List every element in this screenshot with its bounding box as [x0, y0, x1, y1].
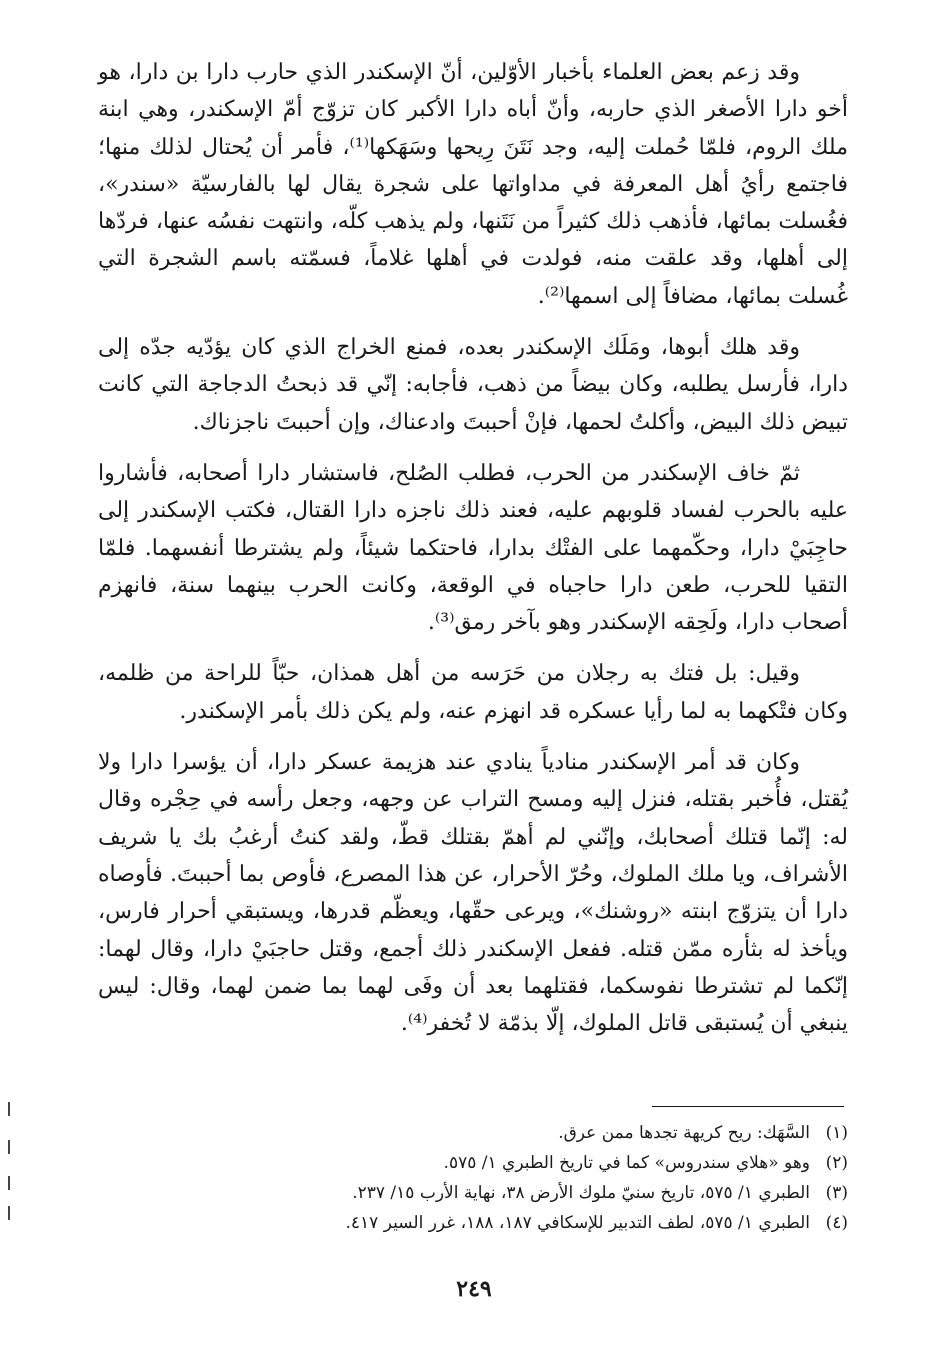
paragraph-3: ثمّ خاف الإسكندر من الحرب، فطلب الصُلح، فاستشار دارا أصحابه، فأشاروا عليه بالحرب لفساد قلوبهم عليه، فعند ذلك ناجزه دارا القتال، فكتب الإسكندر إلى حاجِبَيْ دارا، وحكّمهما على الفتْك بدارا، فاحتكما شيئاً، ولم يشترطا أنفسهما. فلمّا التقيا للحرب، طعن دارا حاجباه في الوقعة، وكانت الحرب بينهما سنة، فانهزم أصحاب دارا، ولَحِقه الإسكندر وهو بآخر رمق⁽³⁾. — [98, 460, 848, 636]
footnote-text: السَّهَك: ريح كريهة تجدها ممن عرق. — [558, 1123, 810, 1143]
page-number: ٢٤٩ — [456, 1276, 492, 1302]
main-text-block — [98, 54, 848, 1042]
margin-mark — [8, 1140, 10, 1154]
margin-mark — [8, 1206, 10, 1220]
margin-mark — [8, 1176, 10, 1190]
footnote-number: (٤) — [825, 1213, 848, 1233]
footnote-text: الطبري ١/ ٥٧٥، تاريخ سنيّ ملوك الأرض ٣٨، نهاية الأرب ١٥/ ٢٣٧. — [352, 1183, 810, 1203]
scan-margin-marks — [8, 1102, 11, 1222]
footnotes-block — [200, 1118, 848, 1238]
paragraph-5: وكان قد أمر الإسكندر منادياً ينادي عند هزيمة عسكر دارا، أن يؤسرا دارا ولا يُقتل، فأُخبر بقتله، فنزل إليه ومسح التراب عن وجهه، وجعل رأسه في حِجْره وقال له: إنّما قتلك أصحابك، وإنّني لم أهمّ بقتلك قطّ، ولقد كنتُ أرغبُ بك يا شريف الأشراف، ويا ملك الملوك، وحُرّ الأحرار، عن هذا المصرع، فأوص بما أحببتَ. فأوصاه دارا أن يتزوّج ابنته «روشنك»، ويرعى حقّها، ويعظّم قدرها، ويستبقي أحرار فارس، ويأخذ له بثأره ممّن قتله. ففعل الإسكندر ذلك أجمع، وقتل حاجبَيْ دارا، وقال لهما: إنّكما لم تشترطا نفوسكما، فقتلهما بعد أن وفَى لهما بما ضمن لهما، وقال: ليس ينبغي أن يُستبقى قاتل الملوك، إلّا بذمّة لا تُخفر⁽⁴⁾. — [98, 750, 849, 1037]
footnote-number: (٢) — [825, 1153, 848, 1173]
footnote-number: (٣) — [825, 1183, 848, 1203]
footnote-4 — [200, 1208, 848, 1238]
paragraph-2: وقد هلك أبوها، ومَلَك الإسكندر بعده، فمنع الخراج الذي كان يؤدّيه جدّه إلى دارا، فأرسل يطلبه، وكان بيضاً من ذهب، فأجابه: إنّي قد ذبحتُ الدجاجة التي كانت تبيض ذلك البيض، وأكلتُ لحمها، فإنْ أحببتَ وادعناك، وإن أحببتَ ناجزناك. — [98, 335, 848, 435]
footnote-2 — [200, 1148, 848, 1178]
footnote-text: الطبري ١/ ٥٧٥، لطف التدبير للإسكافي ١٨٧، ١٨٨، غرر السير ٤١٧. — [345, 1213, 810, 1233]
footnote-separator — [652, 1106, 844, 1107]
paragraph-4: وقيل: بل فتك به رجلان من حَرَسه من أهل همذان، حبّاً للراحة من ظلمه، وكان فتْكهما به لما رأيا عسكره قد انهزم عنه، ولم يكن ذلك بأمر الإسكندر. — [98, 661, 848, 724]
footnote-text: وهو «هلاي سندروس» كما في تاريخ الطبري ١/ ٥٧٥. — [443, 1153, 810, 1173]
footnote-1 — [200, 1118, 848, 1148]
margin-mark — [8, 1102, 10, 1116]
paragraph-1: وقد زعم بعض العلماء بأخبار الأوّلين، أنّ الإسكندر الذي حارب دارا بن دارا، هو أخو دارا الأصغر الذي حاربه، وأنّ أباه دارا الأكبر كان تزوّج أمّ الإسكندر، وهي ابنة ملك الروم، فلمّا حُملت إليه، وجد نَتَنَ رِيحها وسَهَكها⁽¹⁾، فأمر أن يُحتال لذلك منها؛ فاجتمع رأيُ أهل المعرفة في مداواتها على شجرة يقال لها بالفارسيّة «سندر»، فغُسلت بمائها، فأذهب ذلك كثيراً من نَتَنها، ولم يذهب كلّه، وانتهت نفسُه عنها، فردّها إلى أهلها، وقد علقت منه، فولدت في أهلها غلاماً، فسمّته باسم الشجرة التي غُسلت بمائها، مضافاً إلى اسمها⁽²⁾. — [98, 60, 849, 309]
footnote-3 — [200, 1178, 848, 1208]
footnote-number: (١) — [825, 1123, 848, 1143]
